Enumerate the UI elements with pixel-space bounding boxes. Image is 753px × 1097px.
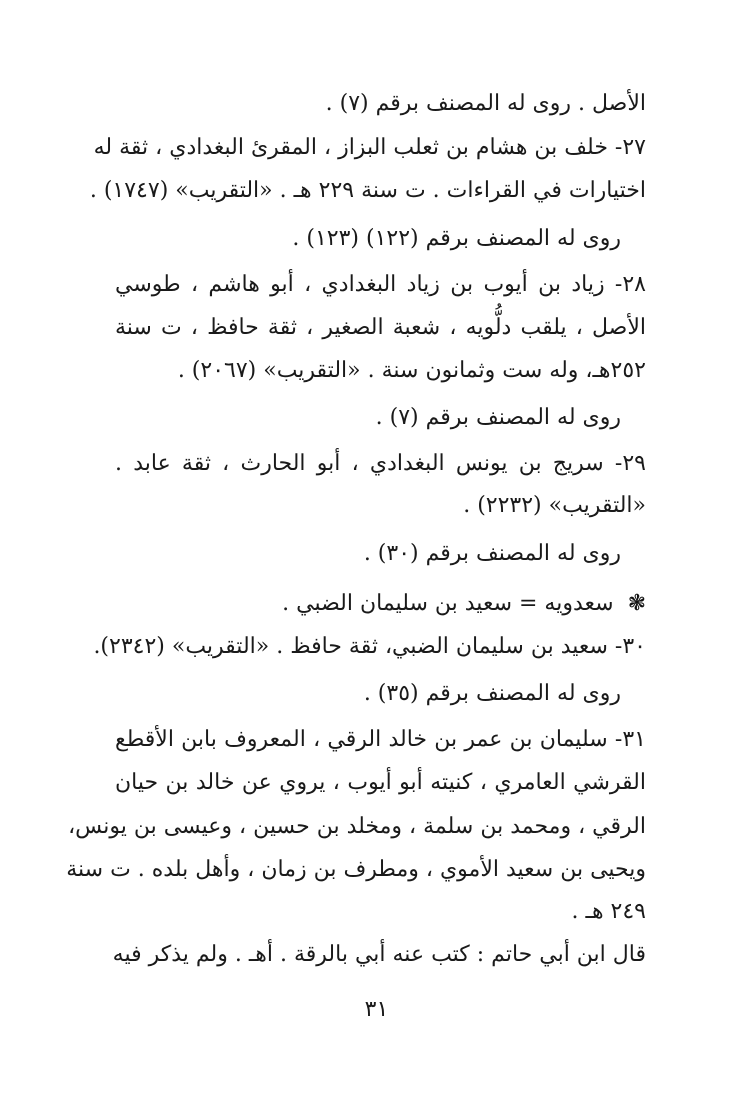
entry-29-reference: روى له المصنف برقم (٣٠) . bbox=[363, 541, 621, 566]
entry-29-line-2: «التقريب» (٢٢٣٢) . bbox=[463, 493, 646, 518]
entry-30-reference: روى له المصنف برقم (٣٥) . bbox=[363, 681, 621, 706]
entry-31-line-2: القرشي العامري ، كنيته أبو أيوب ، يروي عن خالد بن حيان bbox=[115, 770, 646, 795]
entry-31-line-5: ٢٤٩ هـ . bbox=[571, 899, 646, 924]
entry-28-line-2: الأصل ، يلقب دلُّويه ، شعبة الصغير ، ثقة حافظ ، ت سنة bbox=[115, 315, 646, 340]
entry-27-reference: روى له المصنف برقم (١٢٢) (١٢٣) . bbox=[292, 226, 621, 251]
entry-27-line-2: اختيارات في القراءات . ت سنة ٢٢٩ هـ . «التقريب» (١٧٤٧) . bbox=[89, 178, 646, 203]
quote-line: قال ابن أبي حاتم : كتب عنه أبي بالرقة . أهـ . ولم يذكر فيه bbox=[112, 942, 646, 967]
page-number: ٣١ bbox=[364, 997, 389, 1022]
entry-28-reference: روى له المصنف برقم (٧) . bbox=[375, 405, 621, 430]
cross-reference-row bbox=[282, 589, 646, 619]
entry-31-line-4: ويحيى بن سعيد الأموي ، ومطرف بن زمان ، وأهل بلده . ت سنة bbox=[66, 857, 646, 882]
entry-28-line-1: ٢٨- زياد بن أيوب بن زياد البغدادي ، أبو هاشم ، طوسي bbox=[115, 272, 646, 297]
entry-27-line-1: ٢٧- خلف بن هشام بن ثعلب البزاز ، المقرئ البغدادي ، ثقة له bbox=[93, 135, 646, 160]
cross-reference-text: سعدويه = سعيد بن سليمان الضبي . bbox=[282, 591, 614, 616]
entry-29-line-1: ٢٩- سريج بن يونس البغدادي ، أبو الحارث ، ثقة عابد . bbox=[115, 451, 646, 476]
text-line: الأصل . روى له المصنف برقم (٧) . bbox=[325, 91, 646, 116]
entry-31-line-3: الرقي ، ومحمد بن سلمة ، ومخلد بن حسين ، وعيسى بن يونس، bbox=[68, 814, 646, 839]
entry-28-line-3: ٢٥٢هـ، وله ست وثمانون سنة . «التقريب» (٢٠٦٧) . bbox=[177, 358, 646, 383]
flower-bullet-icon: ❃ bbox=[627, 591, 646, 616]
entry-30-line-1: ٣٠- سعيد بن سليمان الضبي، ثقة حافظ . «التقريب» (٢٣٤٢). bbox=[93, 634, 646, 659]
entry-31-line-1: ٣١- سليمان بن عمر بن خالد الرقي ، المعروف بابن الأقطع bbox=[115, 727, 646, 752]
